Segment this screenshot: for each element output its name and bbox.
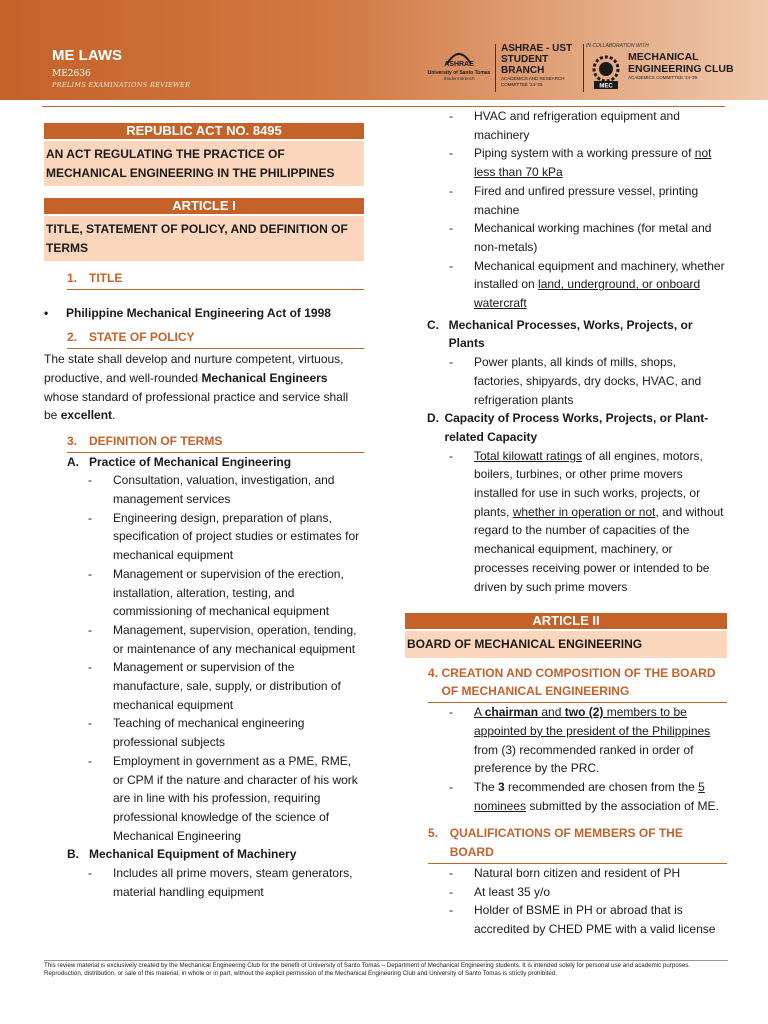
article-1-bar: ARTICLE I — [44, 198, 364, 214]
list-item: - Management, supervision, operation, tending, or maintenance of any mechanical equipment — [44, 621, 364, 658]
d-item-text-2: , and without regard to the number of capacities of the mechanical equipment, machinery, or processes receiving power or intended to be driven by such prime movers — [474, 504, 724, 594]
list-item: - Employment in government as a PME, RME, or CPM if the nature and character of his work are in line with his profession, requiring professional knowledge of the science of Mechanical Engineering — [44, 752, 364, 846]
sub-b-heading — [67, 845, 364, 864]
list-item: - A chairman and two (2) members to be appointed by the president of the Philippines from (3) recommended ranked in order of preference by the PRC. — [405, 703, 727, 778]
list-item: - Fired and unfired pressure vessel, printing machine — [405, 182, 727, 219]
sub-d-letter: D. — [427, 411, 439, 426]
b-item-1: Includes all prime movers, steam generators, material handling equipment — [113, 866, 353, 899]
b4-2-a: The — [474, 780, 499, 794]
logo-divider-2 — [583, 44, 584, 92]
doc-subtitle: PRELIMS EXAMINATIONS REVIEWER — [52, 81, 191, 89]
list-item: - Total kilowatt ratings of all engines, motors, boilers, turbines, or other prime movers installed for use in such works, projects, or plants, whether in operation or not, and without regard to the number of capacities of the mechanical equipment, machinery, or processes receiving power or intended to be driven by such prime movers — [405, 447, 727, 597]
q-item-0: Natural born citizen and resident of PH — [474, 865, 681, 880]
list-item: - Consultation, valuation, investigation, and management services — [44, 471, 364, 508]
a-item-6: Employment in government as a PME, RME, or CPM if the nature and character of his work are in line with his profession, requiring professional knowledge of the science of Mechanical Engineering — [113, 753, 358, 843]
q-item-2: Holder of BSME in PH or abroad that is accredited by CHED PME with a valid license — [474, 903, 716, 936]
policy-text-2: whose standard of professional practice and service shall be — [44, 389, 349, 423]
article-2-subtitle-band: BOARD OF MECHANICAL ENGINEERING — [405, 631, 727, 658]
mec-committee: ACADEMICS COMMITTEE '24-'25 — [628, 75, 698, 80]
section-2-num: 2. — [67, 330, 78, 345]
sub-d-heading — [427, 409, 727, 446]
ust-branch-name: ASHRAE - UST STUDENT BRANCH — [501, 43, 573, 76]
section-1-heading — [67, 269, 364, 290]
section-1-label: TITLE — [89, 271, 123, 285]
b-item-piping-text: Piping system with a working pressure of — [474, 146, 695, 161]
d-item-text-1: of all engines, motors, boilers, turbines, or other prime movers installed for use in such works, projects, or plants, — [474, 448, 703, 519]
policy-bold-2: excellent — [60, 408, 113, 423]
sub-b-letter: B. — [67, 847, 79, 862]
policy-bold-1: Mechanical Engineers — [201, 370, 328, 385]
article-2-bar: ARTICLE II — [405, 613, 727, 629]
mec-gear-text: MEC — [599, 83, 613, 90]
course-code: ME2636 — [52, 69, 91, 79]
b4-1-e: members to be appointed by the president of the Philippines — [474, 705, 711, 738]
list-item: - Natural born citizen and resident of PH — [405, 864, 727, 883]
a-item-2: Management or supervision of the erection, installation, alteration, testing, and commissioning of mechanical equipment — [113, 566, 344, 619]
board-nominees — [474, 778, 727, 815]
section-5-heading — [428, 824, 727, 863]
list-item: - At least 35 y/o — [405, 883, 727, 902]
sub-c-label: Mechanical Processes, Works, Projects, or Plants — [448, 317, 693, 351]
section-2-label: STATE OF POLICY — [89, 330, 195, 345]
list-item: - Piping system with a working pressure of not less than 70 kPa — [405, 144, 727, 181]
sub-a-label: Practice of Mechanical Engineering — [89, 454, 292, 469]
sub-a-letter: A. — [67, 454, 79, 469]
list-item: - Power plants, all kinds of mills, shops, factories, shipyards, dry docks, HVAC, and refrigeration plants — [405, 353, 727, 409]
left-column — [44, 112, 364, 902]
collab-label: IN COLLABORATION WITH — [586, 43, 649, 49]
list-item: - The 3 recommended are chosen from the 5 nominees submitted by the association of ME. — [405, 778, 727, 815]
b-item-working-machines: Mechanical working machines (for metal and non-metals) — [474, 221, 712, 254]
list-item: - Engineering design, preparation of plans, specification of project studies or estimates for mechanical equipment — [44, 509, 364, 565]
ashrae-logo-text: ASHRAE — [444, 61, 474, 68]
b-item-installed — [474, 257, 727, 313]
sub-c-letter: C. — [427, 317, 439, 332]
board-composition-underline — [474, 705, 710, 738]
policy-paragraph — [44, 350, 364, 425]
b-item-pressure-vessel: Fired and unfired pressure vessel, printing machine — [474, 183, 699, 217]
a-item-1: Engineering design, preparation of plans, specification of project studies or estimates for mechanical equipment — [113, 510, 360, 563]
d-item — [474, 447, 727, 597]
article-1-subtitle-band: TITLE, STATEMENT OF POLICY, AND DEFINITION OF TERMS — [44, 216, 364, 261]
a-item-0: Consultation, valuation, investigation, and management services — [113, 473, 335, 507]
d-item-underline-2: whether in operation or not — [512, 504, 656, 519]
section-5-label: QUALIFICATIONS OF MEMBERS OF THE BOARD — [449, 826, 683, 860]
right-column — [405, 109, 727, 939]
section-4-num: 4. — [428, 665, 439, 680]
ashrae-university: University of Santo Tomas — [427, 70, 491, 76]
b4-1-two: two (2) — [564, 705, 604, 720]
b4-2-b: 3 — [498, 780, 505, 794]
section-2-heading — [67, 328, 364, 349]
b-item-piping — [474, 144, 727, 181]
d-item-underline-1: Total kilowatt ratings — [474, 448, 583, 463]
list-item: - Includes all prime movers, steam generators, material handling equipment — [44, 864, 364, 901]
list-item: - Teaching of mechanical engineering professional subjects — [44, 714, 364, 751]
b4-1-f: from (3) recommended ranked in order of preference by the PRC. — [474, 742, 694, 776]
b4-1-chairman: chairman — [484, 705, 539, 720]
section-3-num: 3. — [67, 433, 78, 448]
a-item-4: Management or supervision of the manufacture, sale, supply, or distribution of mechanical equipment — [113, 660, 341, 712]
doc-title: ME LAWS — [52, 47, 122, 64]
ra-title-bar: REPUBLIC ACT NO. 8495 — [44, 123, 364, 139]
sub-c-heading — [427, 316, 727, 353]
logo-divider — [495, 44, 496, 92]
section-1-num: 1. — [67, 271, 78, 285]
c-item: Power plants, all kinds of mills, shops, factories, shipyards, dry docks, HVAC, and refrigeration plants — [474, 355, 702, 407]
policy-text-3: . — [112, 408, 116, 423]
list-item: - Holder of BSME in PH or abroad that is accredited by CHED PME with a valid license — [405, 901, 727, 938]
q-item-1: At least 35 y/o — [474, 884, 551, 899]
section-4-label: CREATION AND COMPOSITION OF THE BOARD OF MECHANICAL ENGINEERING — [441, 665, 716, 699]
b-item-installed-text: Mechanical equipment and machinery, whether installed on — [474, 258, 725, 292]
list-item: - Mechanical equipment and machinery, whether installed on land, underground, or onboard watercraft — [405, 257, 727, 313]
ashrae-branch: Student Branch — [443, 76, 475, 81]
section-3-heading — [67, 432, 364, 453]
b-item-hvac: HVAC and refrigeration equipment and machinery — [474, 109, 680, 142]
footer-disclaimer: This review material is exclusively created by the Mechanical Engineering Club for the benefit of University of Santo Tomas – Department of Mechanical Engineering students. It is intended solely for personal use and academic purposes. Reproduction, distribution, or sale of this material, in whole or in part, without the explicit permission of the Mechanical Engineering Club and University of Santo Tomas is strictly prohibited. — [44, 960, 728, 978]
ust-committee-1: ACADEMICS AND RESEARCH — [501, 76, 565, 81]
sub-a-heading — [67, 453, 364, 472]
a-item-5: Teaching of mechanical engineering professional subjects — [113, 716, 305, 750]
section-3-label: DEFINITION OF TERMS — [89, 433, 223, 448]
title-bullet — [44, 304, 364, 323]
sub-d-label: Capacity of Process Works, Projects, or Plant-related Capacity — [444, 411, 709, 444]
mec-club-block — [628, 52, 738, 81]
ra-subtitle-band: AN ACT REGULATING THE PRACTICE OF MECHANICAL ENGINEERING IN THE PHILIPPINES — [44, 141, 364, 186]
b4-2-e: submitted by the association of ME. — [526, 798, 719, 813]
list-item: - Mechanical working machines (for metal and non-metals) — [405, 219, 727, 256]
title-bullet-text: Philippine Mechanical Engineering Act of 1998 — [66, 305, 331, 320]
b4-1-a: A — [474, 705, 485, 720]
list-item: - Management or supervision of the erection, installation, alteration, testing, and commissioning of mechanical equipment — [44, 565, 364, 621]
sub-b-label: Mechanical Equipment of Machinery — [89, 847, 297, 862]
b4-1-c: and — [538, 705, 565, 720]
ust-branch-block — [501, 43, 581, 87]
a-item-3: Management, supervision, operation, tending, or maintenance of any mechanical equipment — [113, 622, 357, 656]
policy-text-1: The state shall develop and nurture competent, virtuous, productive, and well-rounded — [44, 352, 344, 385]
section-5-num: 5. — [428, 826, 439, 841]
list-item: - Management or supervision of the manufacture, sale, supply, or distribution of mechanical equipment — [44, 658, 364, 714]
bullet-dot-icon: • — [44, 305, 49, 320]
ashrae-logo-block — [420, 44, 498, 94]
section-4-heading — [428, 664, 727, 703]
b4-2-c: recommended are chosen from the — [504, 780, 699, 794]
board-composition — [474, 703, 727, 778]
mec-club-name: MECHANICAL ENGINEERING CLUB — [628, 51, 734, 75]
ashrae-logo-icon — [443, 44, 475, 70]
b-item-installed-underline: land, underground, or onboard watercraft — [474, 277, 701, 311]
header-banner — [0, 0, 768, 100]
ust-committee-2: COMMITTEE '24-'25 — [501, 81, 543, 87]
list-item: - HVAC and refrigeration equipment and machinery — [405, 107, 727, 144]
b4-2-d: 5 nominees — [474, 780, 705, 813]
b-item-piping-underline: not less than 70 kPa — [474, 146, 712, 180]
mec-gear-icon — [588, 51, 624, 91]
